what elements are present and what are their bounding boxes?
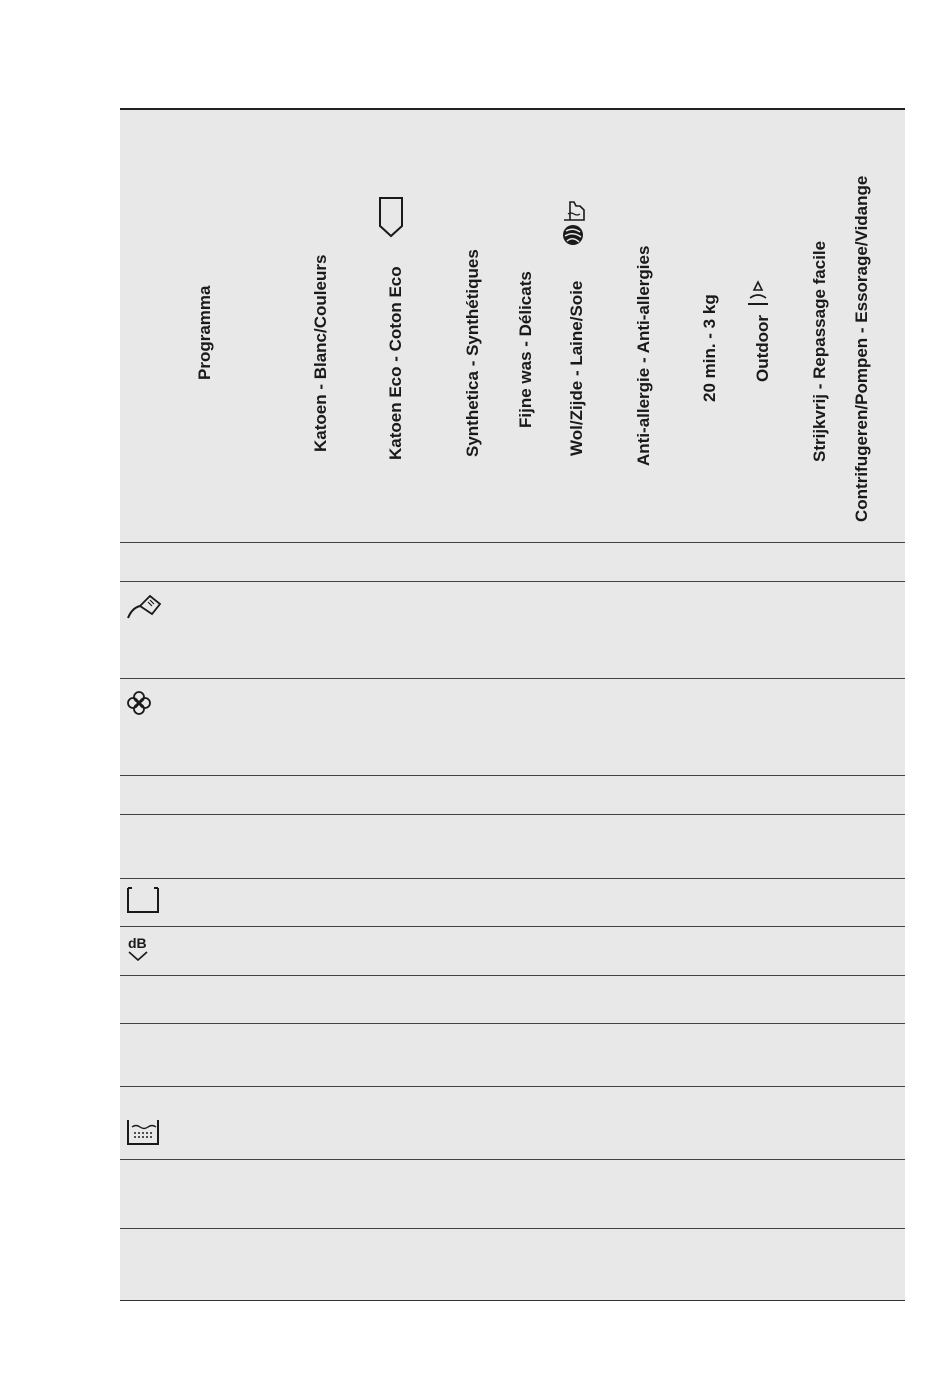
program-wol-zijde: Wol/Zijde - Laine/Soie — [567, 280, 586, 456]
row-divider — [120, 878, 905, 879]
row-divider — [120, 581, 905, 582]
soak-tub-icon — [126, 1118, 160, 1146]
outdoor-icon — [744, 278, 772, 308]
program-katoen: Katoen - Blanc/Couleurs — [311, 254, 330, 452]
program-synthetica: Synthetica - Synthétiques — [463, 249, 482, 457]
wool-ball-icon — [560, 222, 586, 248]
program-strijkvrij: Strijkvrij - Repassage facile — [810, 240, 829, 462]
svg-text:dB: dB — [128, 935, 147, 951]
row-divider — [120, 1023, 905, 1024]
delay-frame-icon — [126, 886, 160, 914]
row-divider — [120, 678, 905, 679]
program-anti-allergie: Anti-allergie - Anti-allergies — [634, 245, 653, 466]
row-divider — [120, 775, 905, 776]
stain-bottle-icon — [126, 592, 162, 620]
program-fijne-was: Fijne was - Délicats — [516, 271, 535, 428]
eco-energy-icon — [376, 196, 406, 240]
program-20-min: 20 min. - 3 kg — [700, 294, 719, 402]
program-outdoor: Outdoor — [753, 314, 772, 382]
row-divider — [120, 814, 905, 815]
hand-wash-icon — [562, 200, 586, 222]
row-divider — [120, 1159, 905, 1160]
program-katoen-eco: Katoen Eco - Coton Eco — [386, 266, 405, 460]
program-centrifugeren: Contrifugeren/Pompen - Essorage/Vidange — [852, 175, 871, 522]
flower-icon — [126, 690, 152, 716]
program-options-table — [120, 108, 905, 1301]
quiet-db-icon — [126, 934, 152, 964]
row-divider — [120, 926, 905, 927]
row-divider — [120, 1086, 905, 1087]
programma-label: Programma — [195, 285, 214, 380]
row-divider — [120, 542, 905, 543]
row-divider — [120, 1228, 905, 1229]
row-divider — [120, 975, 905, 976]
